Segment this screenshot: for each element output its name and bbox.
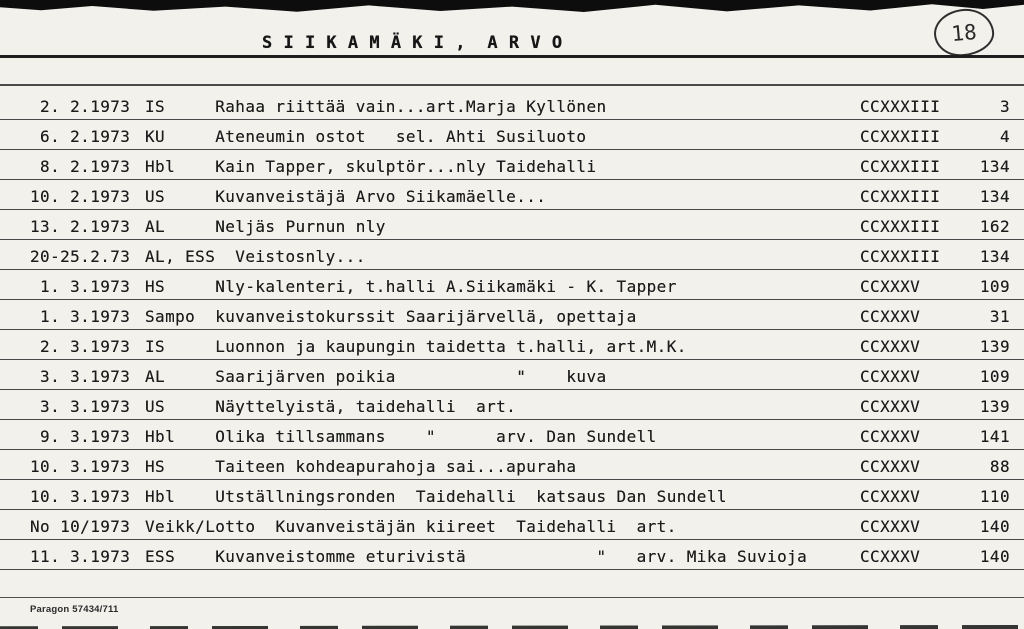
row-title: Kuvanveistomme eturivistä " arv. Mika Suvioja	[215, 547, 808, 566]
row-volume: CCXXXV	[860, 517, 921, 536]
row-title: Kain Tapper, skulptör...nly Taidehalli	[215, 157, 597, 176]
table-row	[0, 480, 1024, 510]
row-volume: CCXXXIII	[860, 127, 941, 146]
row-date: 9. 3.1973	[30, 427, 131, 446]
table-row	[0, 420, 1024, 450]
table-row	[0, 180, 1024, 210]
row-title: Kuvanveistäjän kiireet Taidehalli art.	[275, 517, 677, 536]
row-page: 134	[979, 157, 1010, 176]
row-source: AL	[145, 217, 216, 236]
row-title: Rahaa riittää vain...art.Marja Kyllönen	[215, 97, 607, 116]
row-date: 8. 2.1973	[30, 157, 131, 176]
row-source: US	[145, 187, 216, 206]
row-volume: CCXXXIII	[860, 247, 941, 266]
row-entry	[145, 127, 860, 146]
row-date: 1. 3.1973	[30, 277, 131, 296]
row-entry	[145, 367, 860, 386]
row-source: IS	[145, 97, 216, 116]
row-title: Nly-kalenteri, t.halli A.Siikamäki - K. Tapper	[215, 277, 677, 296]
table-row	[0, 450, 1024, 480]
page-number: 18	[950, 19, 978, 46]
table-row	[0, 150, 1024, 180]
row-volume: CCXXXV	[860, 427, 921, 446]
row-title: Taiteen kohdeapurahoja sai...apuraha	[215, 457, 577, 476]
row-source: AL, ESS	[145, 247, 236, 266]
row-page: 139	[979, 397, 1010, 416]
row-page: 141	[979, 427, 1010, 446]
row-entry	[145, 187, 860, 206]
table-row	[0, 300, 1024, 330]
page-number-badge	[932, 6, 996, 58]
row-source: Veikk/Lotto	[145, 517, 276, 536]
table-row	[0, 210, 1024, 240]
row-page: 139	[979, 337, 1010, 356]
row-volume: CCXXXIII	[860, 217, 941, 236]
row-page: 134	[979, 187, 1010, 206]
row-title: Olika tillsammans " arv. Dan Sundell	[215, 427, 657, 446]
row-page: 109	[979, 367, 1010, 386]
header-rule	[0, 84, 1024, 86]
row-volume: CCXXXV	[860, 457, 921, 476]
row-volume: CCXXXV	[860, 487, 921, 506]
row-entry	[145, 547, 860, 566]
torn-edge-top	[0, 0, 1024, 12]
row-volume: CCXXXIII	[860, 97, 941, 116]
index-table	[0, 90, 1024, 598]
row-title: Veistosnly...	[235, 247, 366, 266]
row-source: HS	[145, 277, 216, 296]
row-entry	[145, 517, 860, 536]
row-source: ESS	[145, 547, 216, 566]
row-entry	[145, 337, 860, 356]
title-underline	[0, 55, 1024, 58]
row-page: 110	[979, 487, 1010, 506]
row-page: 3	[999, 97, 1010, 116]
row-source: Sampo	[145, 307, 216, 326]
row-title: Utställningsronden Taidehalli katsaus Dan Sundell	[215, 487, 727, 506]
row-volume: CCXXXV	[860, 547, 921, 566]
row-volume: CCXXXIII	[860, 187, 941, 206]
row-title: Saarijärven poikia " kuva	[215, 367, 607, 386]
row-entry	[145, 397, 860, 416]
table-row	[0, 90, 1024, 120]
row-volume: CCXXXV	[860, 397, 921, 416]
row-date: 20-25.2.73	[30, 247, 131, 266]
row-entry	[145, 247, 860, 266]
row-source: AL	[145, 367, 216, 386]
table-row	[0, 510, 1024, 540]
table-row	[0, 390, 1024, 420]
row-title: Luonnon ja kaupungin taidetta t.halli, art.M.K.	[215, 337, 687, 356]
row-title: Näyttelyistä, taidehalli art.	[215, 397, 517, 416]
row-date: 6. 2.1973	[30, 127, 131, 146]
row-page: 134	[979, 247, 1010, 266]
row-date: 3. 3.1973	[30, 367, 131, 386]
row-entry	[145, 157, 860, 176]
empty-ruled-line	[0, 570, 1024, 598]
row-entry	[145, 457, 860, 476]
row-source: Hbl	[145, 487, 216, 506]
torn-edge-bottom	[0, 624, 1024, 629]
row-page: 140	[979, 517, 1010, 536]
row-page: 88	[989, 457, 1010, 476]
row-source: US	[145, 397, 216, 416]
row-page: 4	[999, 127, 1010, 146]
row-title: Neljäs Purnun nly	[215, 217, 386, 236]
row-date: 2. 2.1973	[30, 97, 131, 116]
row-volume: CCXXXV	[860, 367, 921, 386]
row-date: 1. 3.1973	[30, 307, 131, 326]
row-volume: CCXXXV	[860, 277, 921, 296]
row-volume: CCXXXV	[860, 307, 921, 326]
row-title: Kuvanveistäjä Arvo Siikamäelle...	[215, 187, 547, 206]
table-row	[0, 120, 1024, 150]
row-title: Ateneumin ostot sel. Ahti Susiluoto	[215, 127, 587, 146]
table-row	[0, 240, 1024, 270]
row-page: 140	[979, 547, 1010, 566]
row-entry	[145, 97, 860, 116]
table-row	[0, 270, 1024, 300]
row-date: 10. 2.1973	[30, 187, 131, 206]
row-volume: CCXXXV	[860, 337, 921, 356]
footer-imprint: Paragon 57434/711	[30, 604, 119, 615]
row-source: Hbl	[145, 427, 216, 446]
table-row	[0, 330, 1024, 360]
row-date: No 10/1973	[30, 517, 131, 536]
row-volume: CCXXXIII	[860, 157, 941, 176]
row-page: 162	[979, 217, 1010, 236]
row-date: 13. 2.1973	[30, 217, 131, 236]
table-row	[0, 360, 1024, 390]
row-title: kuvanveistokurssit Saarijärvellä, opettaja	[215, 307, 637, 326]
row-page: 109	[979, 277, 1010, 296]
row-page: 31	[989, 307, 1010, 326]
row-entry	[145, 307, 860, 326]
row-source: IS	[145, 337, 216, 356]
row-entry	[145, 277, 860, 296]
row-entry	[145, 217, 860, 236]
row-source: HS	[145, 457, 216, 476]
row-date: 10. 3.1973	[30, 487, 131, 506]
row-date: 2. 3.1973	[30, 337, 131, 356]
row-entry	[145, 427, 860, 446]
row-date: 3. 3.1973	[30, 397, 131, 416]
row-source: KU	[145, 127, 216, 146]
page-title: S I I K A M Ä K I , A R V O	[262, 33, 563, 53]
row-date: 10. 3.1973	[30, 457, 131, 476]
row-source: Hbl	[145, 157, 216, 176]
row-date: 11. 3.1973	[30, 547, 131, 566]
table-row	[0, 540, 1024, 570]
row-entry	[145, 487, 860, 506]
